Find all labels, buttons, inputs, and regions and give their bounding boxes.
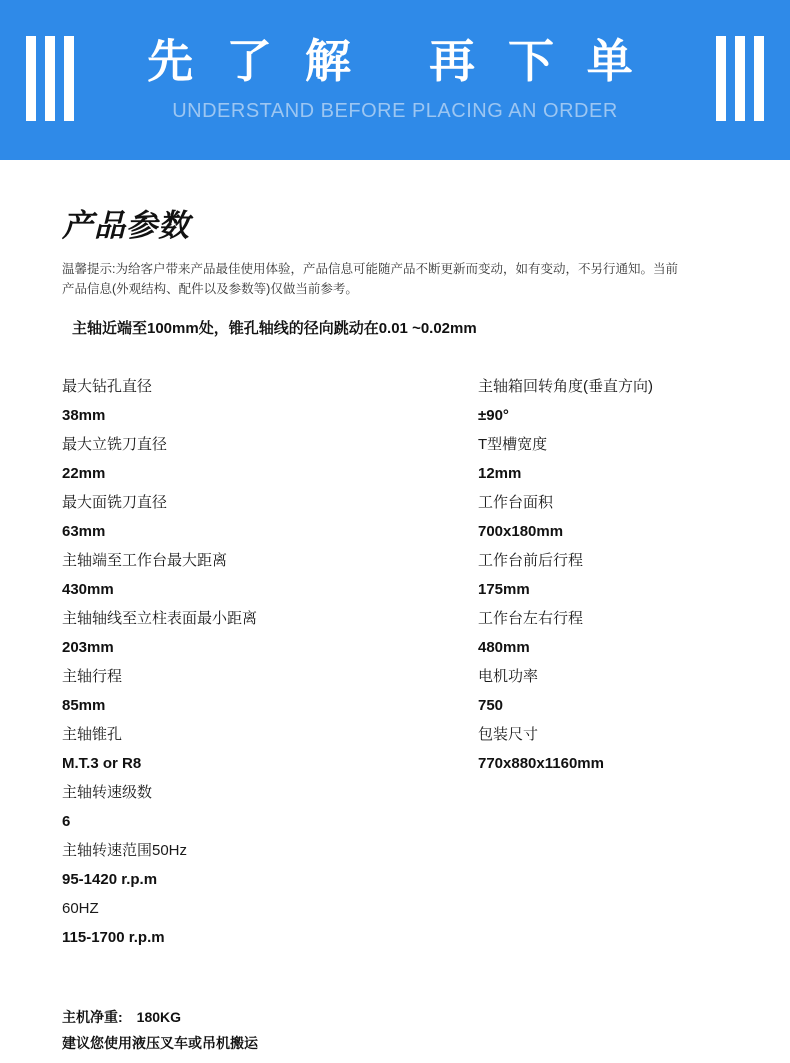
net-weight-label: 主机净重: — [62, 1009, 123, 1025]
spec-table — [62, 372, 730, 952]
spec-item — [62, 372, 396, 430]
spec-label: 最大面铣刀直径 — [62, 494, 168, 511]
spec-label: 最大立铣刀直径 — [62, 436, 168, 453]
runout-highlight: 主轴近端至100mm处，锥孔轴线的径向跳动在0.01 ~0.02mm — [72, 320, 477, 337]
net-weight-row — [62, 1004, 730, 1030]
bar-decoration — [754, 36, 764, 121]
spec-item — [478, 604, 730, 662]
spec-column-right — [396, 372, 730, 952]
spec-value: 175mm — [478, 581, 530, 598]
banner-title: 先 了 解 再 下 单 — [147, 35, 643, 87]
spec-item — [62, 662, 396, 720]
footer-block — [62, 1004, 730, 1056]
spec-item — [62, 430, 396, 488]
spec-label: 工作台左右行程 — [478, 610, 584, 627]
spec-value: 115-1700 r.p.m — [62, 929, 165, 946]
spec-column-left — [62, 372, 396, 952]
page-title: 产品参数 — [62, 208, 190, 243]
spec-label: 主轴轴线至立柱表面最小距离 — [62, 610, 258, 627]
spec-label: 主轴行程 — [62, 668, 123, 685]
spec-value: 6 — [62, 813, 71, 830]
spec-item — [478, 430, 730, 488]
spec-item — [62, 778, 396, 836]
spec-label: 主轴转速范围50Hz — [62, 842, 188, 859]
spec-value: 480mm — [478, 639, 530, 656]
banner-text-group — [0, 32, 790, 126]
spec-item — [478, 720, 730, 778]
spec-label: 主轴转速级数 — [62, 784, 153, 801]
spec-label: 60HZ — [62, 900, 99, 917]
spec-value: 22mm — [62, 465, 106, 482]
spec-label: 工作台面积 — [478, 494, 554, 511]
net-weight-value: 180KG — [136, 1009, 182, 1025]
spec-value: 770x880x1160mm — [478, 755, 604, 772]
spec-label: 包装尺寸 — [478, 726, 539, 743]
spec-item — [62, 836, 396, 894]
spec-label: 工作台前后行程 — [478, 552, 584, 569]
spec-value: 12mm — [478, 465, 522, 482]
spec-value: ±90° — [478, 407, 509, 424]
spec-value: 203mm — [62, 639, 114, 656]
spec-item — [62, 720, 396, 778]
spec-value: 85mm — [62, 697, 106, 714]
spec-value: 430mm — [62, 581, 114, 598]
page-banner — [0, 0, 790, 160]
banner-subtitle: UNDERSTAND BEFORE PLACING AN ORDER — [172, 100, 618, 122]
spec-value: 95-1420 r.p.m — [62, 871, 158, 888]
spec-label: 主轴端至工作台最大距离 — [62, 552, 228, 569]
spec-item — [62, 894, 396, 952]
spec-item — [478, 372, 730, 430]
spec-label: 电机功率 — [478, 668, 539, 685]
spec-value: 38mm — [62, 407, 106, 424]
spec-item — [62, 488, 396, 546]
spec-item — [62, 604, 396, 662]
spec-label: 主轴锥孔 — [62, 726, 123, 743]
spec-item — [478, 546, 730, 604]
spec-value: 750 — [478, 697, 504, 714]
spec-value: 63mm — [62, 523, 106, 540]
spec-label: T型槽宽度 — [478, 436, 548, 453]
spec-item — [478, 488, 730, 546]
spec-label: 最大钻孔直径 — [62, 378, 153, 395]
handling-advice: 建议您使用液压叉车或吊机搬运 — [62, 1035, 258, 1051]
spec-item — [62, 546, 396, 604]
content-area — [0, 160, 790, 1056]
banner-right-bars — [716, 36, 764, 121]
bar-decoration — [716, 36, 726, 121]
spec-label: 主轴箱回转角度(垂直方向) — [478, 378, 653, 395]
disclaimer-note: 温馨提示:为给客户带来产品最佳使用体验，产品信息可能随产品不断更新而变动，如有变动，不另行通知。当前产品信息(外观结构、配件以及参数等)仅做当前参考。 — [62, 262, 678, 296]
bar-decoration — [735, 36, 745, 121]
spec-value: M.T.3 or R8 — [62, 755, 142, 772]
spec-item — [478, 662, 730, 720]
spec-value: 700x180mm — [478, 523, 564, 540]
